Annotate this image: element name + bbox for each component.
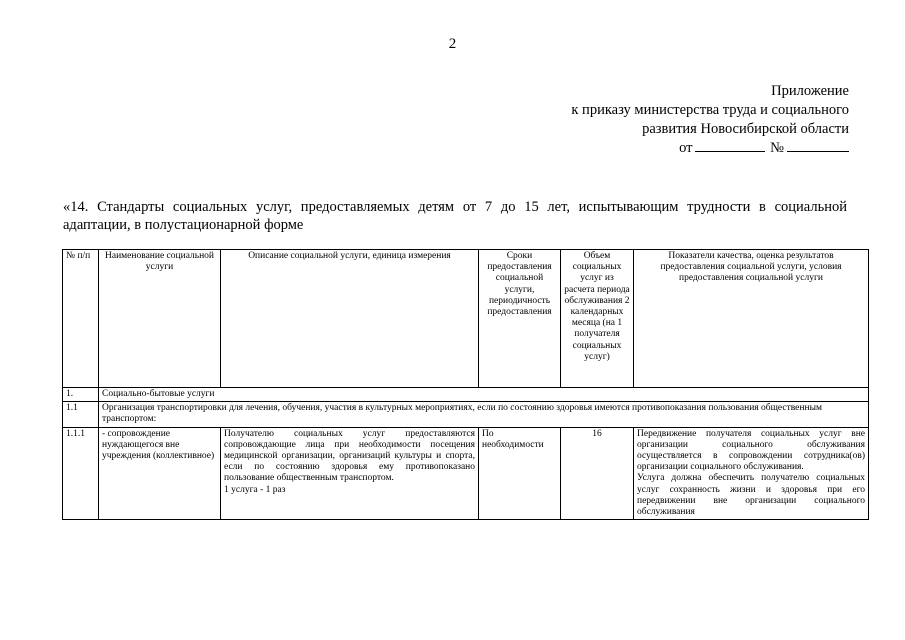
header-quality: Показатели качества, оценка результатов предоставления социальной услуги, условия предоставления социальной услуги <box>634 250 869 388</box>
date-blank <box>695 139 765 152</box>
table-row <box>63 388 869 402</box>
service-quality <box>634 427 869 520</box>
header-description: Описание социальной услуги, единица измерения <box>221 250 479 388</box>
section-number: 1. <box>63 388 99 402</box>
appendix-header <box>571 82 849 158</box>
unit-of-measure: 1 услуга - 1 раз <box>224 484 286 495</box>
number-blank <box>787 139 849 152</box>
header-terms: Сроки предоставления социальной услуги, периодичность предоставления <box>479 250 561 388</box>
row-number: 1.1.1 <box>63 427 99 520</box>
appendix-ministry-line: развития Новосибирской области <box>642 121 849 137</box>
service-name: - сопровождение нуждающегося вне учреждения (коллективное) <box>99 427 221 520</box>
description-text: Получателю социальных услуг предоставляются сопровождающие лица при необходимости посещения медицинской организации, организаций культуры и спорта, если по состоянию здоровья ему противопоказано пользование общественным транспортом. <box>224 428 475 484</box>
row-description: Организация транспортировки для лечения, обучения, участия в культурных мероприятиях, если по состоянию здоровья имеются противопоказания пользования общественным транспортом: <box>99 402 869 427</box>
appendix-label: Приложение <box>771 83 849 99</box>
date-label: от <box>679 140 693 156</box>
header-num: № п/п <box>63 250 99 388</box>
header-service-name: Наименование социальной услуги <box>99 250 221 388</box>
service-volume: 16 <box>561 427 634 520</box>
services-table <box>62 249 869 520</box>
table-row <box>63 402 869 427</box>
appendix-date-number-line <box>571 139 849 158</box>
table-row <box>63 427 869 520</box>
service-terms: По необходимости <box>479 427 561 520</box>
section-title: Социально-бытовые услуги <box>99 388 869 402</box>
standards-title: «14. Стандарты социальных услуг, предоставляемых детям от 7 до 15 лет, испытывающим трудности в социальной адаптации, в полустационарной форме <box>63 199 847 233</box>
appendix-order-line: к приказу министерства труда и социального <box>571 102 849 118</box>
service-description <box>221 427 479 520</box>
quality-text-2: Услуга должна обеспечить получателю социальных услуг сохранность жизни и здоровья при его передвижении вне организации социального обслуживания <box>637 473 865 518</box>
quality-text-1: Передвижение получателя социальных услуг вне организации социального обслуживания осуществляется в сопровождении сотрудника(ов) организации социального обслуживания. <box>637 428 865 473</box>
header-volume: Объем социальных услуг из расчета периода обслуживания 2 календарных месяца (на 1 получателя социальных услуг) <box>561 250 634 388</box>
row-number: 1.1 <box>63 402 99 427</box>
table-header-row <box>63 250 869 388</box>
number-label: № <box>770 140 784 156</box>
page-number: 2 <box>448 36 457 52</box>
